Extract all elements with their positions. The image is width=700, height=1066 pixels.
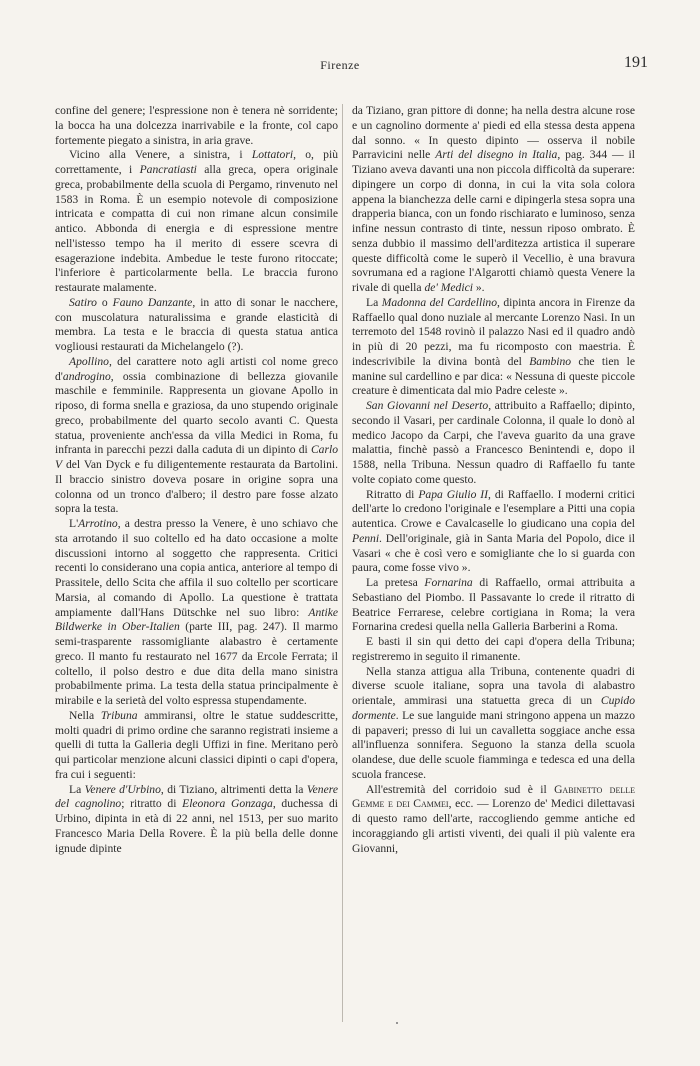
column-divider xyxy=(342,104,343,1022)
paragraph: E basti il sin qui detto dei capi d'opera della Tribuna; registreremo in seguito il rimanente. xyxy=(352,635,635,663)
paragraph: La Madonna del Cardellino, dipinta ancora in Firenze da Raffaello qual dono nuziale al mercante Lorenzo Nasi. In un terremoto del 1548 rovinò il palazzo Nasi ed il quadro andò in più di 20 pezzi, ma fu ricomposto con maestria. È indescrivibile la divina bontà del Bambino che tien le manine sul cardellino e par dica: « Nessuna di queste piccole creature è dimenticata dal mio Padre celeste ». xyxy=(352,295,635,398)
paragraph: All'estremità del corridoio sud è il Gabinetto delle Gemme e dei Cammei, ecc. — Lorenzo de' Medici dilettavasi di questo ramo dell'arte, raccogliendo gemme antiche ed incoraggiando gli artisti viventi, dei quali il più valente era Giovanni, xyxy=(352,782,635,855)
paragraph: Ritratto di Papa Giulio II, di Raffaello. I moderni critici dell'arte lo credono l'originale e l'esemplare a Pitti una copia autentica. Crowe e Cavalcaselle lo giudicano una copia del Penni. Dell'originale, già in Santa Maria del Popolo, dice il Vasari « che è così vero e somigliante che lo si guarda con paura, come fosse vivo ». xyxy=(352,487,635,575)
right-column xyxy=(352,104,635,856)
paragraph: La Venere d'Urbino, di Tiziano, altrimenti detta la Venere del cagnolino; ritratto di Eleonora Gonzaga, duchessa di Urbino, dipinta in età di 22 anni, nel 1513, per suo marito Francesco Maria Della Rovere. È la più bella delle donne ignude dipinte xyxy=(55,782,338,855)
print-speck xyxy=(396,1022,398,1024)
paragraph: da Tiziano, gran pittore di donne; ha nella destra alcune rose e un cagnolino dormente a' piedi ed ella stessa desta appena dal sonno. « In questo dipinto — osserva il nobile Parravicini nelle Arti del disegno in Italia, pag. 344 — il Tiziano aveva davanti una non piccola difficoltà da superare: dipingere un corpo di donna, in cui la vita sola colora appena la bianchezza delle carni e dipingerla stesa sopra una drapperia bianca, con un fondo rischiarato e luminoso, senza infine nessun contrasto di tinte, nessun riposo ombrato. È senza dubbio il massimo dell'arditezza artistica il superare queste difficoltà come le superò il Vecellio, è una bravura sovrumana ed a ragione l'Algarotti chiamò questa Venere la rivale di quella de' Medici ». xyxy=(352,104,635,294)
paragraph: La pretesa Fornarina di Raffaello, ormai attribuita a Sebastiano del Piombo. Il Passavante lo crede il ritratto di Beatrice Ferrarese, celebre cortigiana in Roma; la vera Fornarina credesi quella nella Galleria Barberini a Roma. xyxy=(352,576,636,634)
paragraph: San Giovanni nel Deserto, attribuito a Raffaello; dipinto, secondo il Vasari, per cardinale Colonna, il quale lo donò al medico Jacopo da Carpi, che l'aveva guarito da una grave malattia, finchè passò a Francesco Benintendi e, dopo il 1588, nella Tribuna. Nessun quadro di Raffaello fu tante volte copiato come questo. xyxy=(352,399,635,486)
paragraph: Vicino alla Venere, a sinistra, i Lottatori, o, più correttamente, i Pancratiasti alla greca, opera originale greca, probabilmente della scuola di Pergamo, rinvenuto nel 1583 in Roma. È un esempio notevole di composizione intricata e compatta di cui non rimane alcun consimile antico. Abbonda di energia e di espressione mentre nell'istesso tempo ha il merito di essere scevra di esagerazione indebita. Ambedue le teste furono ritoccate; l'inferiore è particolarmente bella. Le braccia furono restaurate malamente. xyxy=(55,148,338,294)
left-column xyxy=(55,104,338,856)
paragraph: Nella Tribuna ammiransi, oltre le statue suddescritte, molti quadri di primo ordine che saranno registrati insieme a quelli di tutta la Galleria degli Uffizi in fine. Meritano però qui particolar menzione alcuni classici dipinti o capi d'opera, fra cui i seguenti: xyxy=(55,708,338,781)
running-title: Firenze xyxy=(320,58,360,72)
paragraph: Apollino, del carattere noto agli artisti col nome greco d'androgino, ossia combinazione di bellezza giovanile maschile e femminile. Rappresenta un giovane Apollo in riposo, di forma snella e graziosa, da uno stupendo originale greco, probabilmente del quarto secolo avanti C. Questa statua, proveniente anch'essa da villa Medici in Roma, fu infranta in parecchi pezzi dalla caduta di un dipinto di Carlo V del Van Dyck e fu diligentemente restaurata da Bartolini. Il braccio sinistro doveva posare in origine sopra una colonna od un tronco d'albero; il destro pare fosse alzato sopra la testa. xyxy=(55,354,338,516)
paragraph: L'Arrotino, a destra presso la Venere, è uno schiavo che sta arrotando il suo coltello ed ha dato occasione a molte discussioni intorno al soggetto che rappresenta. Critici recenti lo considerano una copia antica, anteriore al tempo di Prassitele, dello Scita che affila il suo coltello per scorticare Marsia, al comando di Apollo. La questione è trattata ampiamente dall'Hans Dütschke nel suo libro: Antike Bildwerke in Ober-Italien (parte III, pag. 247). Il marmo semi-trasparente rassomigliante alabastro è certamente greco. Il manto fu restaurato nel 1677 da Ercole Ferrata; il coltello, il polso destro e due dita della mano sinistra probabilmente prima. La testa della statua principalmente è mirabile e la serietà del volto espressa stupendamente. xyxy=(55,517,338,707)
page-number: 191 xyxy=(624,54,648,71)
paragraph: Nella stanza attigua alla Tribuna, contenente quadri di diverse scuole italiane, sopra una tavola di alabastro orientale, ammirasi una statuetta greca di un Cupido dormente. Le sue languide mani stringono appena un mazzo di papaveri; presso di lui un cavalletta soggiace anche essa all'influenza sonnifera. Seguono la stanza della scuola olandese, due delle scuole fiamminga e tedesca ed una della scuola francese. xyxy=(352,664,635,781)
paragraph: Satiro o Fauno Danzante, in atto di sonar le nacchere, con muscolatura naturalissima e grande elasticità di membra. La testa e le braccia di questa statua antica vogliousi restaurati da Michelangelo (?). xyxy=(55,295,339,353)
paragraph: confine del genere; l'espressione non è tenera nè sorridente; la bocca ha una dolcezza inarrivabile e la fronte, col capo fortemente piegato a sinistra, in aria grave. xyxy=(55,104,338,147)
